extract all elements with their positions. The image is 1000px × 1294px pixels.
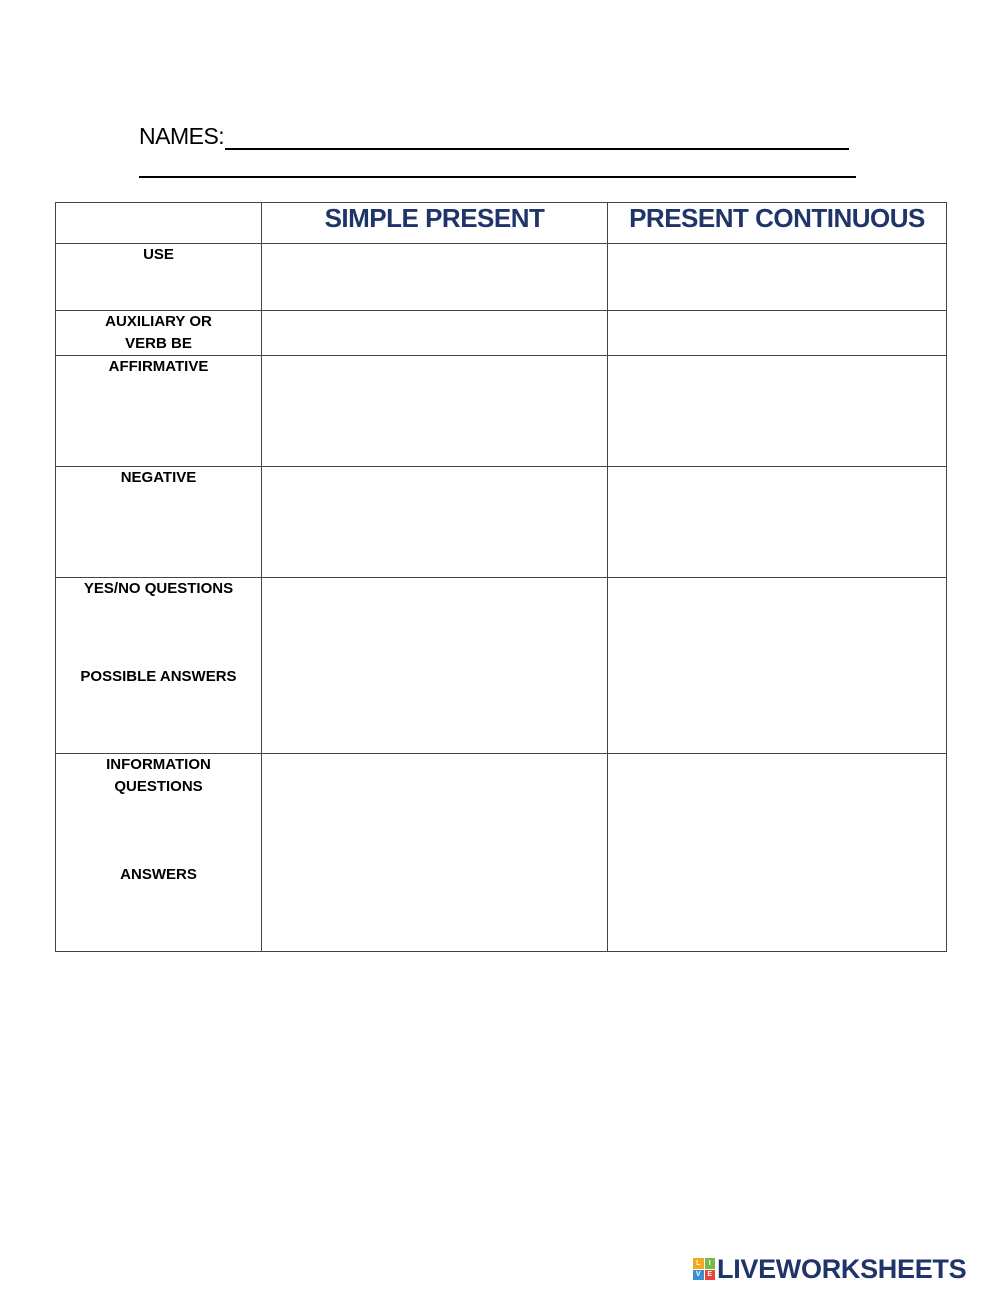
table-row-negative — [56, 467, 947, 578]
table-row-use — [56, 244, 947, 311]
label-affirmative: AFFIRMATIVE — [108, 358, 209, 375]
label-spacer — [56, 600, 261, 666]
cell-info-present-continuous[interactable] — [608, 754, 947, 952]
row-label-yes-no-questions — [56, 578, 262, 754]
label-questions: QUESTIONS — [114, 778, 203, 795]
cell-yes-no-simple-present[interactable] — [262, 578, 608, 754]
logo-letter-v: V — [693, 1270, 704, 1281]
cell-negative-simple-present[interactable] — [262, 467, 608, 578]
brand-text: LIVEWORKSHEETS — [717, 1253, 967, 1284]
cell-affirmative-simple-present[interactable] — [262, 356, 608, 467]
names-label: NAMES: — [139, 123, 225, 149]
row-label-negative — [56, 467, 262, 578]
row-label-information-questions — [56, 754, 262, 952]
row-label-use — [56, 244, 262, 311]
cell-auxiliary-simple-present[interactable] — [262, 311, 608, 356]
liveworksheets-logo-icon — [693, 1258, 715, 1280]
row-label-affirmative — [56, 356, 262, 467]
header-empty-cell — [56, 203, 262, 244]
names-input-line-2[interactable] — [139, 176, 856, 178]
liveworksheets-brand — [693, 1255, 966, 1283]
cell-affirmative-present-continuous[interactable] — [608, 356, 947, 467]
label-auxiliary-line-1: AUXILIARY OR — [105, 313, 212, 330]
label-auxiliary-line-2: VERB BE — [125, 335, 192, 352]
logo-letter-e: E — [705, 1270, 716, 1281]
cell-use-simple-present[interactable] — [262, 244, 608, 311]
row-label-auxiliary — [56, 311, 262, 356]
table-row-information-questions — [56, 754, 947, 952]
label-possible-answers: POSSIBLE ANSWERS — [80, 668, 237, 685]
label-use: USE — [143, 246, 174, 263]
header-simple-present: SIMPLE PRESENT — [262, 203, 608, 244]
cell-yes-no-present-continuous[interactable] — [608, 578, 947, 754]
table-row-auxiliary — [56, 311, 947, 356]
label-negative: NEGATIVE — [120, 469, 197, 486]
table-row-affirmative — [56, 356, 947, 467]
label-answers: ANSWERS — [120, 866, 197, 883]
names-input-line-1[interactable] — [225, 126, 849, 150]
names-block — [139, 116, 859, 150]
table-header-row — [56, 203, 947, 244]
label-yes-no-questions: YES/NO QUESTIONS — [83, 580, 234, 597]
grammar-table — [55, 202, 947, 952]
table-row-yes-no-questions — [56, 578, 947, 754]
names-row — [139, 116, 859, 150]
cell-negative-present-continuous[interactable] — [608, 467, 947, 578]
label-information: INFORMATION — [106, 756, 211, 773]
cell-auxiliary-present-continuous[interactable] — [608, 311, 947, 356]
logo-letter-l: L — [693, 1258, 704, 1269]
logo-letter-i: I — [705, 1258, 716, 1269]
cell-use-present-continuous[interactable] — [608, 244, 947, 311]
header-present-continuous: PRESENT CONTINUOUS — [608, 203, 947, 244]
cell-info-simple-present[interactable] — [262, 754, 608, 952]
label-spacer — [56, 798, 261, 864]
